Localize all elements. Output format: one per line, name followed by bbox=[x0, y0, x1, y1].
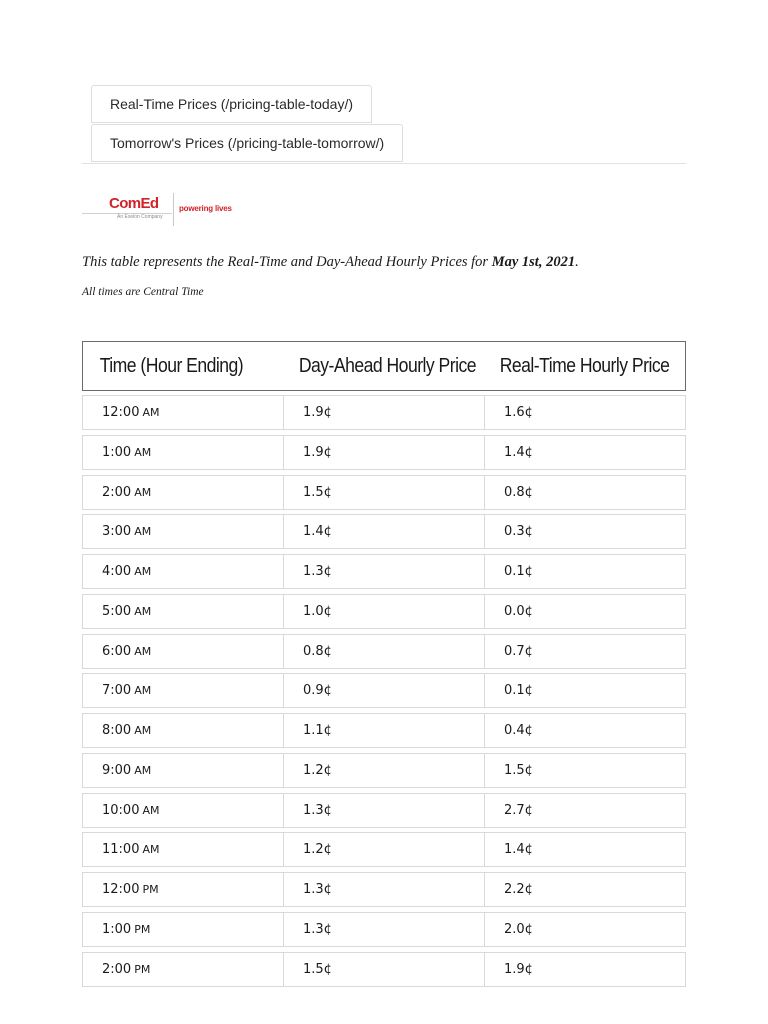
cell-day-ahead-price: 1.0¢ bbox=[284, 594, 485, 629]
header-time: Time (Hour Ending) bbox=[99, 354, 244, 377]
logo-subline: An Exelon Company bbox=[117, 214, 163, 220]
time-value: 4:00 bbox=[102, 564, 132, 579]
time-value: 12:00 bbox=[102, 405, 140, 420]
time-period: AM bbox=[134, 604, 152, 618]
time-period: PM bbox=[134, 962, 151, 976]
cell-day-ahead-price: 1.1¢ bbox=[284, 713, 485, 748]
cell-real-time-price: 0.1¢ bbox=[485, 673, 686, 708]
cell-day-ahead-price: 1.2¢ bbox=[284, 753, 485, 788]
time-value: 7:00 bbox=[102, 683, 132, 699]
cell-day-ahead-price: 1.9¢ bbox=[284, 435, 485, 470]
intro-text bbox=[82, 254, 579, 271]
time-period: AM bbox=[134, 763, 152, 777]
cell-real-time-price: 0.7¢ bbox=[485, 634, 686, 669]
cell-real-time-price: 0.0¢ bbox=[485, 594, 686, 629]
cell-day-ahead-price: 0.9¢ bbox=[284, 673, 485, 708]
cell-day-ahead-price: 1.4¢ bbox=[284, 514, 485, 549]
cell-day-ahead-price: 1.3¢ bbox=[284, 872, 485, 907]
table-row bbox=[82, 753, 686, 788]
table-row bbox=[82, 634, 686, 669]
cell-time bbox=[82, 395, 284, 430]
tab-tomorrows-prices[interactable]: Tomorrow's Prices (/pricing-table-tomorrow/) bbox=[91, 124, 403, 162]
cell-time bbox=[82, 554, 284, 589]
time-period: AM bbox=[134, 565, 152, 578]
cell-day-ahead-price: 1.2¢ bbox=[284, 832, 485, 867]
time-period: AM bbox=[134, 644, 152, 658]
table-row bbox=[82, 554, 686, 589]
time-period: AM bbox=[134, 684, 152, 698]
time-value: 2:00 bbox=[102, 484, 132, 500]
table-row bbox=[82, 594, 686, 629]
table-row bbox=[82, 395, 686, 430]
comed-logo[interactable] bbox=[82, 193, 242, 229]
time-value: 12:00 bbox=[102, 882, 140, 897]
time-value: 6:00 bbox=[102, 643, 132, 659]
table-row bbox=[82, 793, 686, 828]
table-row bbox=[82, 832, 686, 867]
cell-time bbox=[82, 832, 284, 867]
cell-time bbox=[82, 594, 284, 629]
logo-wordmark: ComEd bbox=[109, 195, 159, 212]
intro-text-after: . bbox=[575, 254, 579, 270]
cell-time bbox=[82, 952, 284, 987]
table-row bbox=[82, 435, 686, 470]
time-period: PM bbox=[134, 922, 151, 936]
time-value: 10:00 bbox=[102, 802, 140, 818]
time-value: 9:00 bbox=[102, 762, 132, 778]
cell-real-time-price: 1.4¢ bbox=[485, 832, 686, 867]
cell-day-ahead-price: 1.5¢ bbox=[284, 952, 485, 987]
cell-time bbox=[82, 514, 284, 549]
cell-time bbox=[82, 634, 284, 669]
table-row bbox=[82, 475, 686, 510]
cell-day-ahead-price: 1.3¢ bbox=[284, 793, 485, 828]
cell-time bbox=[82, 435, 284, 470]
cell-time bbox=[82, 753, 284, 788]
time-value: 3:00 bbox=[102, 524, 132, 540]
cell-real-time-price: 1.4¢ bbox=[485, 435, 686, 470]
hourly-prices-table bbox=[82, 341, 686, 991]
time-value: 1:00 bbox=[102, 444, 132, 460]
header-day-ahead-price: Day-Ahead Hourly Price bbox=[298, 354, 477, 377]
cell-day-ahead-price: 1.5¢ bbox=[284, 475, 485, 510]
time-period: AM bbox=[142, 803, 160, 817]
cell-real-time-price: 2.2¢ bbox=[485, 872, 686, 907]
cell-real-time-price: 2.7¢ bbox=[485, 793, 686, 828]
time-period: AM bbox=[142, 406, 160, 419]
table-row bbox=[82, 912, 686, 947]
time-value: 1:00 bbox=[102, 921, 132, 937]
time-period: AM bbox=[134, 445, 152, 459]
time-period: PM bbox=[142, 883, 159, 896]
logo-tagline: powering lives bbox=[179, 204, 232, 213]
cell-real-time-price: 2.0¢ bbox=[485, 912, 686, 947]
cell-time bbox=[82, 713, 284, 748]
timezone-note: All times are Central Time bbox=[82, 286, 204, 298]
time-period: AM bbox=[134, 525, 152, 539]
cell-time bbox=[82, 475, 284, 510]
time-period: AM bbox=[142, 843, 160, 857]
logo-divider bbox=[173, 193, 174, 226]
cell-real-time-price: 0.8¢ bbox=[485, 475, 686, 510]
header-real-time-price: Real-Time Hourly Price bbox=[499, 354, 670, 377]
table-row bbox=[82, 952, 686, 987]
table-body bbox=[82, 395, 686, 987]
cell-day-ahead-price: 1.3¢ bbox=[284, 912, 485, 947]
cell-day-ahead-price: 1.3¢ bbox=[284, 554, 485, 589]
cell-time bbox=[82, 872, 284, 907]
cell-real-time-price: 0.1¢ bbox=[485, 554, 686, 589]
tab-real-time-prices[interactable]: Real-Time Prices (/pricing-table-today/) bbox=[91, 85, 372, 123]
cell-real-time-price: 1.5¢ bbox=[485, 753, 686, 788]
cell-time bbox=[82, 793, 284, 828]
table-header bbox=[82, 341, 686, 391]
cell-real-time-price: 1.9¢ bbox=[485, 952, 686, 987]
cell-day-ahead-price: 1.9¢ bbox=[284, 395, 485, 430]
table-row bbox=[82, 872, 686, 907]
time-period: AM bbox=[134, 724, 152, 737]
cell-time bbox=[82, 673, 284, 708]
table-row bbox=[82, 713, 686, 748]
cell-time bbox=[82, 912, 284, 947]
time-value: 5:00 bbox=[102, 603, 132, 619]
intro-date: May 1st, 2021 bbox=[491, 254, 576, 270]
intro-text-before: This table represents the Real-Time and Day-Ahead Hourly Prices for bbox=[82, 254, 492, 270]
pricing-tabs bbox=[82, 85, 686, 164]
cell-real-time-price: 0.3¢ bbox=[485, 514, 686, 549]
time-value: 2:00 bbox=[102, 961, 132, 977]
cell-real-time-price: 1.6¢ bbox=[485, 395, 686, 430]
time-value: 8:00 bbox=[102, 723, 132, 738]
table-row bbox=[82, 673, 686, 708]
cell-day-ahead-price: 0.8¢ bbox=[284, 634, 485, 669]
table-row bbox=[82, 514, 686, 549]
cell-real-time-price: 0.4¢ bbox=[485, 713, 686, 748]
time-period: AM bbox=[134, 485, 152, 499]
time-value: 11:00 bbox=[102, 842, 140, 858]
